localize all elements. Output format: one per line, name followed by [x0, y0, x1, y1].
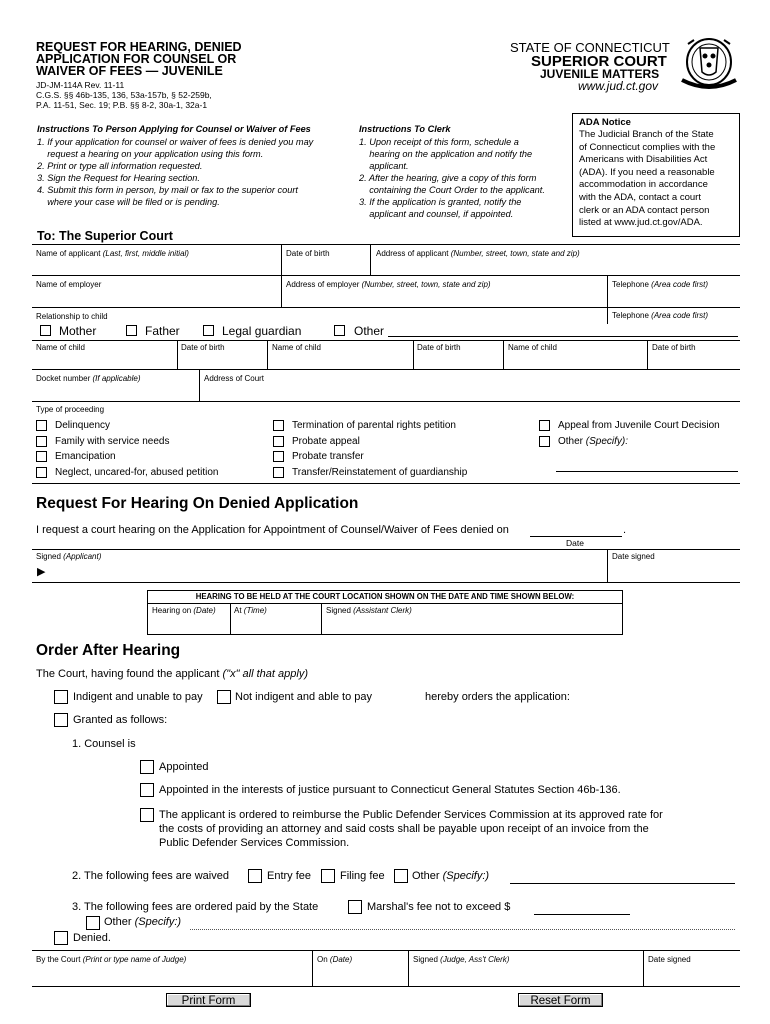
applicant-name-field[interactable] [36, 249, 189, 258]
field-label: At [234, 606, 242, 615]
field-hint: (Assistant Clerk) [353, 606, 412, 615]
instruction-line: where your case will be filed or is pending. [37, 197, 220, 207]
appointed-interest-checkbox[interactable] [140, 783, 154, 797]
instruction-line: applicant and counsel, if appointed. [359, 209, 514, 219]
ada-line: of Connecticut complies with the [579, 141, 716, 153]
family-service-checkbox[interactable] [36, 436, 47, 447]
instruction-line: 2. Print or type all information requested. [37, 161, 203, 171]
applicant-address-field[interactable] [376, 249, 580, 258]
field-hint: (Specify:) [134, 916, 182, 928]
termination-checkbox[interactable] [273, 420, 284, 431]
order-date-field[interactable] [317, 955, 352, 964]
instruction-line: 1. If your application for counsel or waiver of fees is denied you may [37, 137, 314, 147]
other-fee-paid-input[interactable] [190, 929, 735, 930]
applicant-date-signed-field[interactable]: Date signed [612, 552, 655, 561]
applicant-dob-field[interactable]: Date of birth [286, 249, 330, 258]
child2-name-field[interactable]: Name of child [272, 343, 321, 352]
mother-checkbox[interactable] [40, 325, 51, 336]
statute-line1: C.G.S. §§ 46b-135, 136, 53a-157b, § 52-259b, [36, 90, 212, 100]
hearing-date-field[interactable] [152, 606, 216, 615]
field-label: Hearing on [152, 606, 192, 615]
ada-line: Americans with Disabilities Act [579, 154, 708, 166]
applicant-signature-field[interactable] [36, 552, 101, 561]
field-label: Other [104, 916, 132, 928]
other-proceeding-label [558, 436, 628, 448]
ada-line: listed at www.jud.ct.gov/ADA. [579, 217, 703, 229]
legal-guardian-label: Legal guardian [222, 324, 302, 338]
other-relationship-checkbox[interactable] [334, 325, 345, 336]
telephone2-field[interactable] [612, 311, 708, 320]
print-form-button[interactable]: Print Form [166, 993, 251, 1007]
other-fee-paid-checkbox[interactable] [86, 916, 100, 930]
delinquency-checkbox[interactable] [36, 420, 47, 431]
telephone-field[interactable] [612, 280, 708, 289]
mother-label: Mother [59, 324, 97, 338]
clerk-instructions [359, 136, 545, 220]
appeal-juvenile-label: Appeal from Juvenile Court Decision [558, 420, 720, 431]
field-label: Signed [326, 606, 351, 615]
not-indigent-checkbox[interactable] [217, 690, 231, 704]
neglect-label: Neglect, uncared-for, abused petition [55, 467, 219, 478]
instruction-line: 4. Submit this form in person, by mail or fax to the superior court [37, 185, 298, 195]
probate-transfer-label: Probate transfer [292, 451, 364, 462]
child2-dob-field[interactable]: Date of birth [417, 343, 461, 352]
termination-label: Termination of parental rights petition [292, 420, 456, 431]
instruction-line: 1. Upon receipt of this form, schedule a [359, 137, 519, 147]
field-hint: (Number, street, town, state and zip) [361, 280, 491, 289]
other-fee-paid-label [104, 915, 181, 929]
other-proceeding-input[interactable] [556, 471, 738, 472]
field-label: The Court, having found the applicant [36, 668, 220, 680]
fees-paid-label: 3. The following fees are ordered paid by the State [72, 901, 319, 913]
family-service-label: Family with service needs [55, 436, 170, 447]
instruction-line: 3. If the application is granted, notify the [359, 197, 522, 207]
ada-line: with the ADA, contact a court [579, 191, 701, 203]
marshal-fee-label: Marshal's fee not to exceed $ [367, 901, 511, 913]
clerk-instructions-title: Instructions To Clerk [359, 124, 451, 134]
field-label: Docket number [36, 374, 91, 383]
ada-line: (ADA). If you need a reasonable [579, 166, 715, 178]
field-hint: (Date) [329, 955, 353, 964]
denied-date-label: Date [566, 538, 584, 548]
field-hint: ("x" all that apply) [222, 668, 308, 680]
ada-title: ADA Notice [579, 117, 631, 128]
reset-form-button[interactable]: Reset Form [518, 993, 603, 1007]
field-hint: (Specify:) [442, 870, 490, 882]
field-label: Signed [36, 552, 61, 561]
appointed-checkbox[interactable] [140, 760, 154, 774]
denied-label: Denied. [73, 932, 111, 944]
relationship-label: Relationship to child [36, 312, 108, 321]
state-seal-icon [678, 36, 740, 94]
emancipation-checkbox[interactable] [36, 451, 47, 462]
field-hint: (Judge, Ass't Clerk) [440, 955, 510, 964]
fees-waived-label: 2. The following fees are waived [72, 870, 229, 882]
judge-name-field[interactable] [36, 955, 186, 964]
field-label: Address of applicant [376, 249, 449, 258]
father-checkbox[interactable] [126, 325, 137, 336]
denied-date-input[interactable] [530, 536, 622, 537]
hereby-orders-text: hereby orders the application: [425, 691, 570, 703]
form-title-line2: APPLICATION FOR COUNSEL OR [36, 52, 237, 66]
field-hint: (Area code first) [651, 311, 709, 320]
instruction-line: applicant. [359, 161, 409, 171]
guardianship-label: Transfer/Reinstatement of guardianship [292, 467, 468, 478]
probate-appeal-label: Probate appeal [292, 436, 360, 447]
denied-checkbox[interactable] [54, 931, 68, 945]
other-relationship-input[interactable] [388, 336, 738, 337]
court-name: SUPERIOR COURT [531, 53, 667, 70]
ada-line: The Judicial Branch of the State [579, 129, 714, 140]
instruction-line: containing the Court Order to the applicant. [359, 185, 545, 195]
guardianship-checkbox[interactable] [273, 467, 284, 478]
child3-name-field[interactable]: Name of child [508, 343, 557, 352]
docket-number-field[interactable] [36, 374, 141, 383]
ada-line: accommodation in accordance [579, 179, 708, 191]
request-heading: Request For Hearing On Denied Application [36, 495, 359, 512]
field-label: Other [558, 436, 584, 447]
form-title-line1: REQUEST FOR HEARING, DENIED [36, 40, 242, 54]
applicant-instructions-title: Instructions To Person Applying for Counsel or Waiver of Fees [37, 124, 311, 134]
probate-transfer-checkbox[interactable] [273, 451, 284, 462]
court-website: www.jud.ct.gov [578, 79, 659, 93]
order-heading: Order After Hearing [36, 642, 181, 659]
field-label: Name of applicant [36, 249, 101, 258]
child1-dob-field[interactable]: Date of birth [181, 343, 225, 352]
reimburse-line: Public Defender Services Commission. [159, 837, 350, 849]
judge-date-signed-field[interactable]: Date signed [648, 955, 691, 964]
field-hint: (If applicable) [92, 374, 141, 383]
probate-appeal-checkbox[interactable] [273, 436, 284, 447]
other-fee-waived-label [412, 869, 489, 883]
field-label: On [317, 955, 328, 964]
appointed-label: Appointed [159, 761, 209, 773]
field-label: By the Court [36, 955, 81, 964]
delinquency-label: Delinquency [55, 420, 111, 431]
not-indigent-label: Not indigent and able to pay [235, 691, 372, 703]
field-hint: (Area code first) [651, 280, 709, 289]
filing-fee-label: Filing fee [340, 870, 385, 882]
state-name: STATE OF CONNECTICUT [510, 40, 670, 55]
legal-guardian-checkbox[interactable] [203, 325, 214, 336]
instruction-line: 2. After the hearing, give a copy of this form [359, 173, 537, 183]
statute-line2: P.A. 11-51, Sec. 19; P.B. §§ 8-2, 30a-1, 32a-1 [36, 100, 208, 110]
sign-arrow-icon: ▶ [37, 566, 46, 578]
employer-address-field[interactable] [286, 280, 491, 289]
field-hint: (Specify): [585, 436, 629, 447]
form-title-line3: WAIVER OF FEES — JUVENILE [36, 64, 223, 78]
field-label: Telephone [612, 280, 649, 289]
court-address-field[interactable]: Address of Court [204, 374, 265, 383]
field-label: Other [412, 870, 440, 882]
other-fee-waived-checkbox[interactable] [394, 869, 408, 883]
marshal-fee-input[interactable] [534, 914, 630, 915]
granted-label: Granted as follows: [73, 714, 168, 726]
field-hint: (Number, street, town, state and zip) [450, 249, 580, 258]
field-hint: (Last, first, middle initial) [102, 249, 189, 258]
proceeding-type-label: Type of proceeding [36, 405, 105, 414]
reimburse-line: the costs of providing an attorney and said costs shall be payable upon receipt of an invoice from the [159, 823, 649, 835]
marshal-fee-checkbox[interactable] [348, 900, 362, 914]
instruction-line: hearing on the application and notify the [359, 149, 533, 159]
field-label: Signed [413, 955, 438, 964]
clerk-signature-field[interactable] [326, 606, 412, 615]
entry-fee-label: Entry fee [267, 870, 312, 882]
field-label: Address of employer [286, 280, 360, 289]
child3-dob-field[interactable]: Date of birth [652, 343, 696, 352]
field-hint: (Time) [243, 606, 267, 615]
employer-name-field[interactable]: Name of employer [36, 280, 102, 289]
hearing-box [147, 590, 623, 635]
hearing-box-title: HEARING TO BE HELD AT THE COURT LOCATION SHOWN ON THE DATE AND TIME SHOWN BELOW: [195, 592, 575, 601]
neglect-checkbox[interactable] [36, 467, 47, 478]
field-hint: (Applicant) [63, 552, 102, 561]
reimburse-line: The applicant is ordered to reimburse the Public Defender Services Commission at its approved rate for [159, 809, 663, 821]
applicant-instructions [37, 136, 313, 208]
request-text: I request a court hearing on the Application for Appointment of Counsel/Waiver of Fees denied on [36, 524, 509, 536]
appointed-interest-label: Appointed in the interests of justice pursuant to Connecticut General Statutes Section 46b-136. [159, 784, 621, 796]
appeal-juvenile-checkbox[interactable] [539, 420, 550, 431]
father-label: Father [145, 324, 180, 338]
indigent-checkbox[interactable] [54, 690, 68, 704]
other-proceeding-checkbox[interactable] [539, 436, 550, 447]
other-relationship-label: Other [354, 324, 385, 338]
entry-fee-checkbox[interactable] [248, 869, 262, 883]
field-label: Telephone [612, 311, 649, 320]
reimburse-checkbox[interactable] [140, 808, 154, 822]
emancipation-label: Emancipation [55, 451, 116, 462]
filing-fee-checkbox[interactable] [321, 869, 335, 883]
reimburse-text [159, 808, 663, 850]
order-found-text [36, 667, 308, 681]
field-hint: (Print or type name of Judge) [82, 955, 187, 964]
form-id: JD-JM-114A Rev. 11-11 [36, 80, 125, 90]
judge-signature-field[interactable] [413, 955, 509, 964]
instruction-line: request a hearing on your application using this form. [37, 149, 264, 159]
other-fee-waived-input[interactable] [510, 883, 735, 884]
child1-name-field[interactable]: Name of child [36, 343, 85, 352]
ada-notice-box [572, 113, 740, 237]
instruction-line: 3. Sign the Request for Hearing section. [37, 173, 200, 183]
hearing-time-field[interactable] [234, 606, 267, 615]
request-period: . [623, 524, 627, 536]
ada-line: clerk or an ADA contact person [579, 204, 710, 216]
field-hint: (Date) [193, 606, 216, 615]
indigent-label: Indigent and unable to pay [73, 691, 203, 703]
court-division: JUVENILE MATTERS [540, 67, 660, 81]
to-superior-court: To: The Superior Court [37, 229, 173, 243]
counsel-is-label: 1. Counsel is [72, 738, 136, 750]
granted-checkbox[interactable] [54, 713, 68, 727]
